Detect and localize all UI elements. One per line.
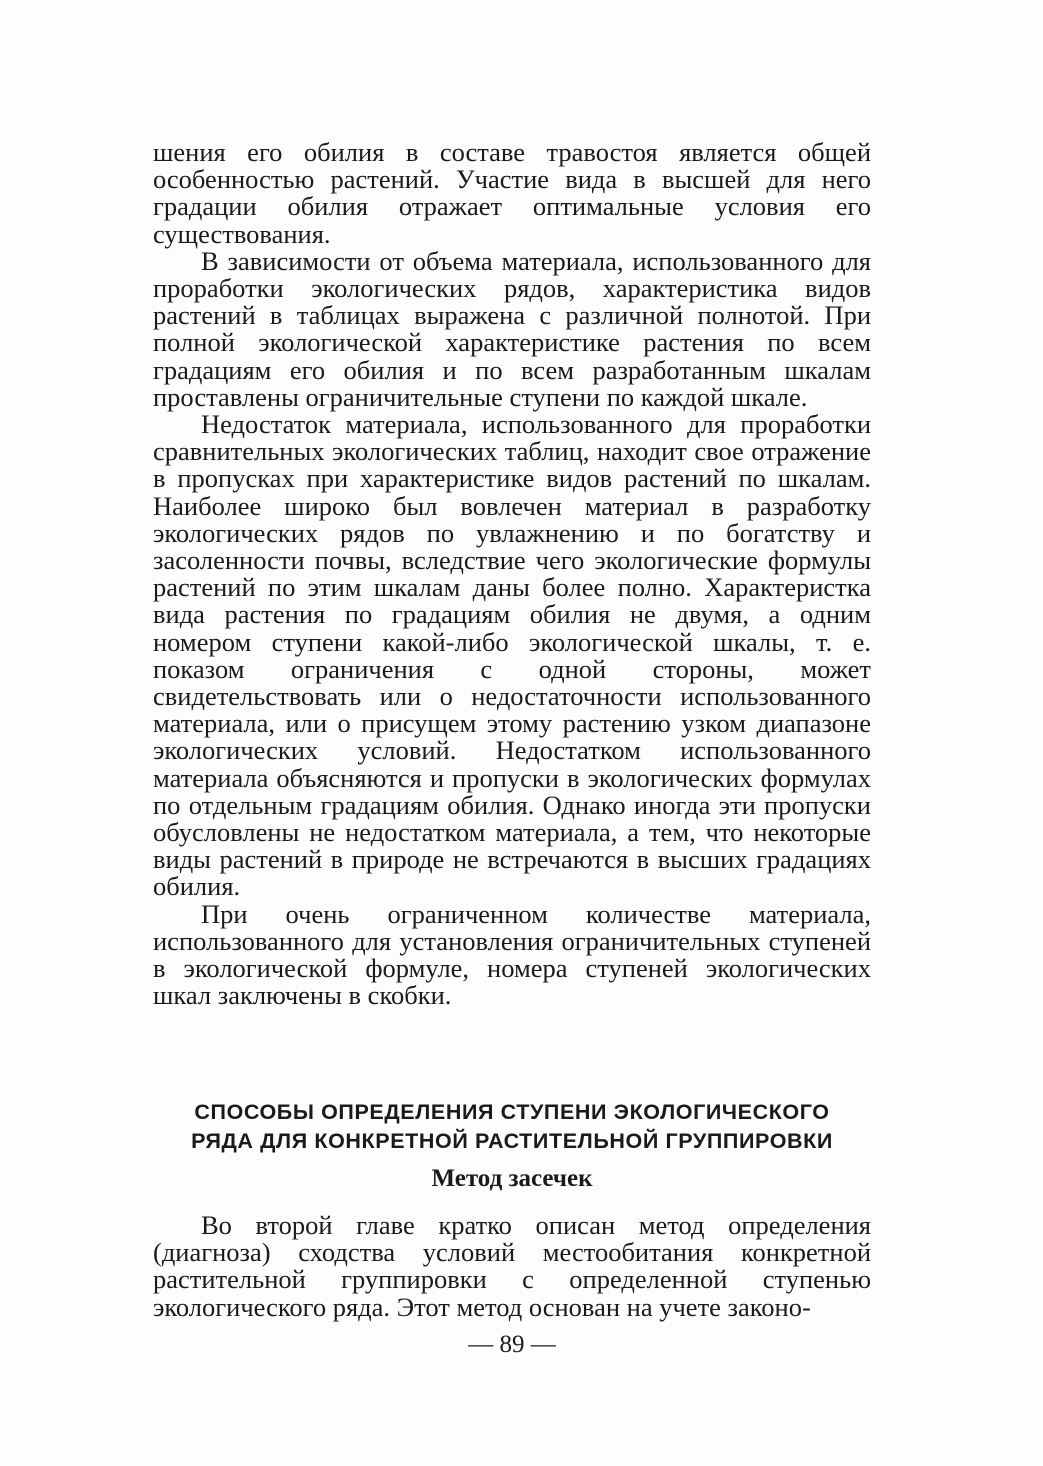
section-subheading: Метод засечек: [431, 1165, 593, 1192]
paragraph-brackets: При очень ограниченном количестве материала, использованного для установления ограничительных ступеней в экологической формуле, номера ступеней экологических шкал заключены в скобки.: [153, 898, 871, 1011]
page-number: — 89 —: [468, 1331, 556, 1358]
body-text-top: [153, 139, 871, 1010]
body-text-bottom: [153, 1212, 871, 1321]
paragraph-method-intro: Во второй главе кратко описан метод определения (диагноза) сходства условий местообитания конкретной растительной группировки с определенной ступенью экологического ряда. Этот метод основан на учете законо-: [153, 1210, 871, 1322]
paragraph-continuation: шения его обилия в составе травостоя является общей особенностью растений. Участие вида в высшей для него градации обилия отражает оптимальные условия его существования.: [153, 137, 871, 249]
section-heading: [153, 1098, 871, 1156]
paragraph-completeness: В зависимости от объема материала, использованного для проработки экологических рядов, характеристика видов растений в таблицах выражена с различной полнотой. При полной экологической характеристике растения по всем градациям его обилия и по всем разработанным шкалам проставлены ограничительные ступени по каждой шкале.: [153, 245, 871, 412]
section-heading-line-2: РЯДА ДЛЯ КОНКРЕТНОЙ РАСТИТЕЛЬНОЙ ГРУППИРОВКИ: [191, 1129, 833, 1153]
paragraph-material-shortage: Недостаток материала, использованного для проработки сравнительных экологических таблиц, находит свое отражение в пропусках при характеристике видов растений по шкалам. Наиболее широко был вовлечен материал в разработку экологических рядов по увлажнению и по богатству и засоленности почвы, вследствие чего экологические формулы растений по этим шкалам даны более полно. Характеристка вида растения по градациям обилия не двумя, а одним номером ступени какой-либо экологической шкалы, т. е. показом ограничения с одной стороны, может свидетельствовать или о недостаточности использованного материала, или о присущем этому растению узком диапазоне экологических условий. Недостатком использованного материала объясняются и пропуски в экологических формулах по отдельным градациям обилия. Однако иногда эти пропуски обусловлены не недостатком материала, а тем, что некоторые виды растений в природе не встречаются в высших градациях обилия.: [153, 409, 871, 902]
section-heading-line-1: СПОСОБЫ ОПРЕДЕЛЕНИЯ СТУПЕНИ ЭКОЛОГИЧЕСКОГО: [194, 1100, 830, 1124]
